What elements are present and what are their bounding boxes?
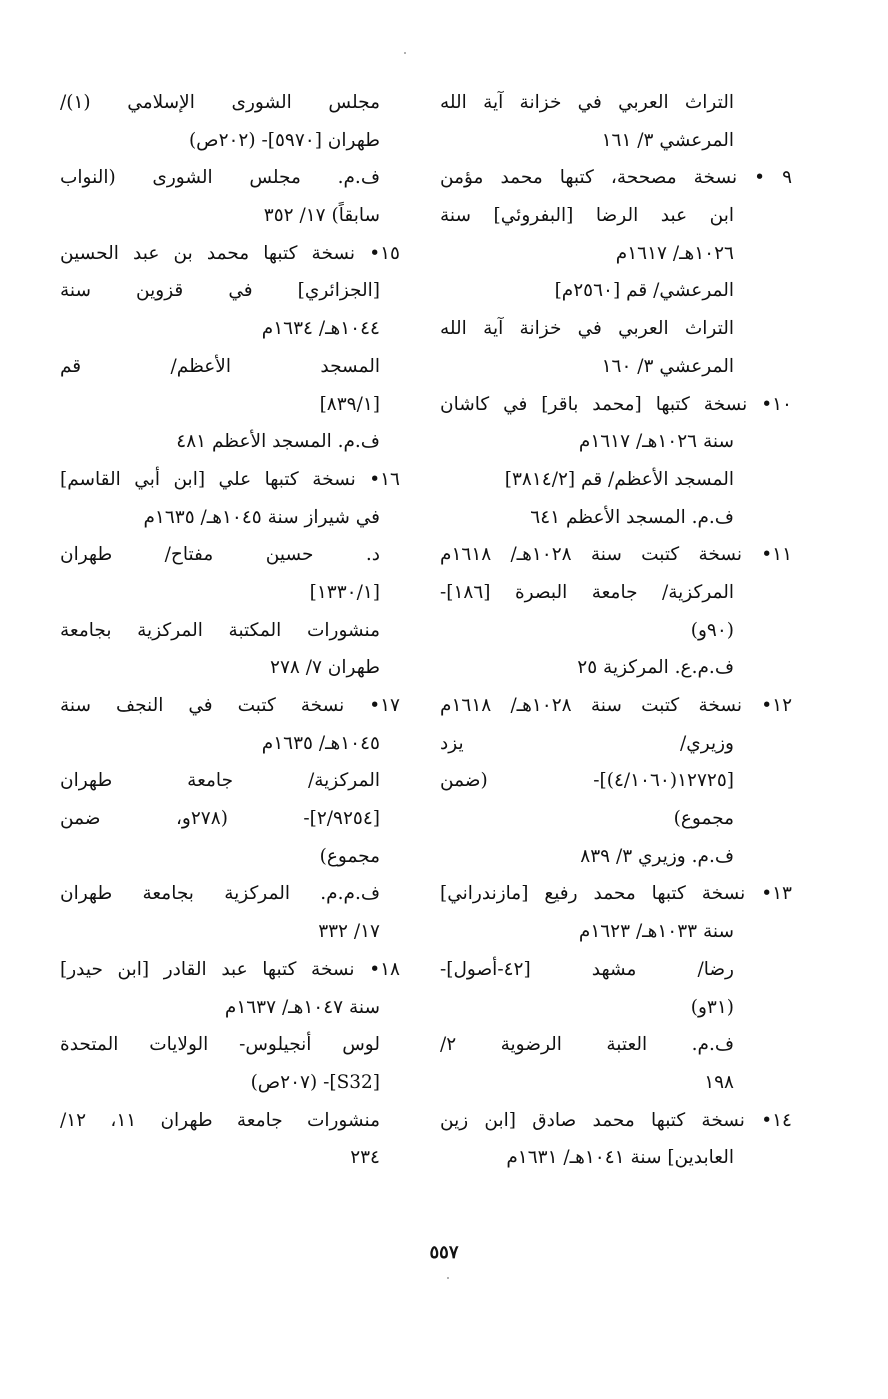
text-line: المرعشي/ قم [٢٥٦٠م] <box>554 280 734 302</box>
text-line: طهران [٥٩٧٠]- (٢٠٢ص) <box>188 129 380 151</box>
text-line: ١٠• نسخة كتبها [محمد باقر] في كاشان <box>440 393 792 415</box>
text-line: ف.م.ع. المركزية ٢٥ <box>577 657 734 679</box>
scan-speck <box>447 1277 449 1279</box>
text-line: ١٤• نسخة كتبها محمد صادق [ابن زين <box>440 1109 792 1131</box>
text-line: المركزية/ جامعة طهران <box>60 770 380 792</box>
text-line: ١٢• نسخة كتبت سنة ١٠٢٨هـ/ ١٦١٨م <box>440 695 793 716</box>
text-line: المرعشي ٣/ ١٦١ <box>601 129 734 151</box>
text-line: سنة ١٠٣٣هـ/ ١٦٢٣م <box>578 921 734 943</box>
scan-speck <box>404 52 406 54</box>
text-line: التراث العربي في خزانة آية الله <box>440 318 734 340</box>
text-line: [١٣٣٠/١] <box>309 581 380 603</box>
text-line: ١٦• نسخة كتبها علي [ابن أبي القاسم] <box>60 468 400 490</box>
text-line: ابن عبد الرضا [البفروئي] سنة <box>440 205 734 227</box>
text-line: [١٢٧٢٥(٤/١٠٦٠)]- (ضمن <box>440 770 734 792</box>
text-line: ١١• نسخة كتبت سنة ١٠٢٨هـ/ ١٦١٨م <box>440 544 793 566</box>
text-line: التراث العربي في خزانة آية الله <box>440 92 734 113</box>
text-line: ١٧• نسخة كتبت في النجف سنة <box>60 695 400 716</box>
text-line: مجموع) <box>319 845 380 867</box>
text-line: ف.م. المسجد الأعظم ٦٤١ <box>530 506 734 528</box>
text-line: لوس أنجيلوس- الولايات المتحدة <box>60 1034 380 1056</box>
text-line: [٨٣٩/١] <box>319 393 380 415</box>
text-line: ٢٣٤ <box>350 1147 380 1169</box>
text-line: ١٧/ ٣٣٢ <box>318 921 380 943</box>
text-line: منشورات المكتبة المركزية بجامعة <box>60 619 380 641</box>
text-line: ف.م. مجلس الشورى (النواب <box>60 167 380 189</box>
text-line: في شيراز سنة ١٠٤٥هـ/ ١٦٣٥م <box>143 506 380 528</box>
text-line: [S32]- (٢٠٧ص) <box>250 1071 380 1093</box>
text-line: طهران ٧/ ٢٧٨ <box>270 657 380 679</box>
text-line: المسجد الأعظم/ قم <box>60 355 380 377</box>
text-line: ١٩٨ <box>704 1071 734 1093</box>
text-line: ف.م. وزيري ٣/ ٨٣٩ <box>580 845 734 867</box>
text-line: مجموع) <box>673 808 734 830</box>
text-line: ١٣• نسخة كتبها محمد رفيع [مازندراني] <box>440 883 792 905</box>
text-line: المركزية/ جامعة البصرة [١٨٦]- <box>440 581 734 603</box>
text-line: سنة ١٠٢٦هـ/ ١٦١٧م <box>578 431 734 453</box>
text-line: ١٥• نسخة كتبها محمد بن عبد الحسين <box>60 242 400 264</box>
left-column <box>60 84 400 1177</box>
text-line: وزيري/ يزد <box>440 732 734 754</box>
page-number: ٥٥٧ <box>429 1242 459 1263</box>
text-line: سابقاً) ١٧/ ٣٥٢ <box>263 205 380 227</box>
text-line: د. حسين مفتاح/ طهران <box>60 544 380 566</box>
text-line: ف.م. المسجد الأعظم ٤٨١ <box>176 431 380 453</box>
text-line: (٩٠و) <box>690 619 734 641</box>
text-line: مجلس الشورى الإسلامي (١)/ <box>60 92 380 113</box>
text-line: ١٠٢٦هـ/ ١٦١٧م <box>615 242 734 264</box>
text-line: [٢/٩٢٥٤]- (٢٧٨و، ضمن <box>60 808 380 830</box>
text-line: منشورات جامعة طهران ١١، ١٢/ <box>60 1109 380 1131</box>
text-line: المرعشي ٣/ ١٦٠ <box>601 355 734 377</box>
text-line: [الجزائري] في قزوين سنة <box>60 280 380 302</box>
text-line: المسجد الأعظم/ قم [٣٨١٤/٢] <box>504 468 734 490</box>
right-column <box>440 84 792 1177</box>
text-line: ١٠٤٤هـ/ ١٦٣٤م <box>261 318 380 340</box>
text-line: ف.م. العتبة الرضوية ٢/ <box>440 1034 734 1056</box>
text-line: سنة ١٠٤٧هـ/ ١٦٣٧م <box>224 996 380 1018</box>
text-line: العابدين] سنة ١٠٤١هـ/ ١٦٣١م <box>506 1147 734 1169</box>
text-line: (٣١و) <box>690 996 734 1018</box>
text-line: ١٠٤٥هـ/ ١٦٣٥م <box>261 732 380 754</box>
text-line: ١٨• نسخة كتبها عبد القادر [ابن حيدر] <box>60 958 400 980</box>
text-line: رضا/ مشهد [٤٢-أصول]- <box>440 958 734 980</box>
text-line: ف.م.م. المركزية بجامعة طهران <box>60 883 380 905</box>
text-line: ٩ • نسخة مصححة، كتبها محمد مؤمن <box>440 167 792 189</box>
